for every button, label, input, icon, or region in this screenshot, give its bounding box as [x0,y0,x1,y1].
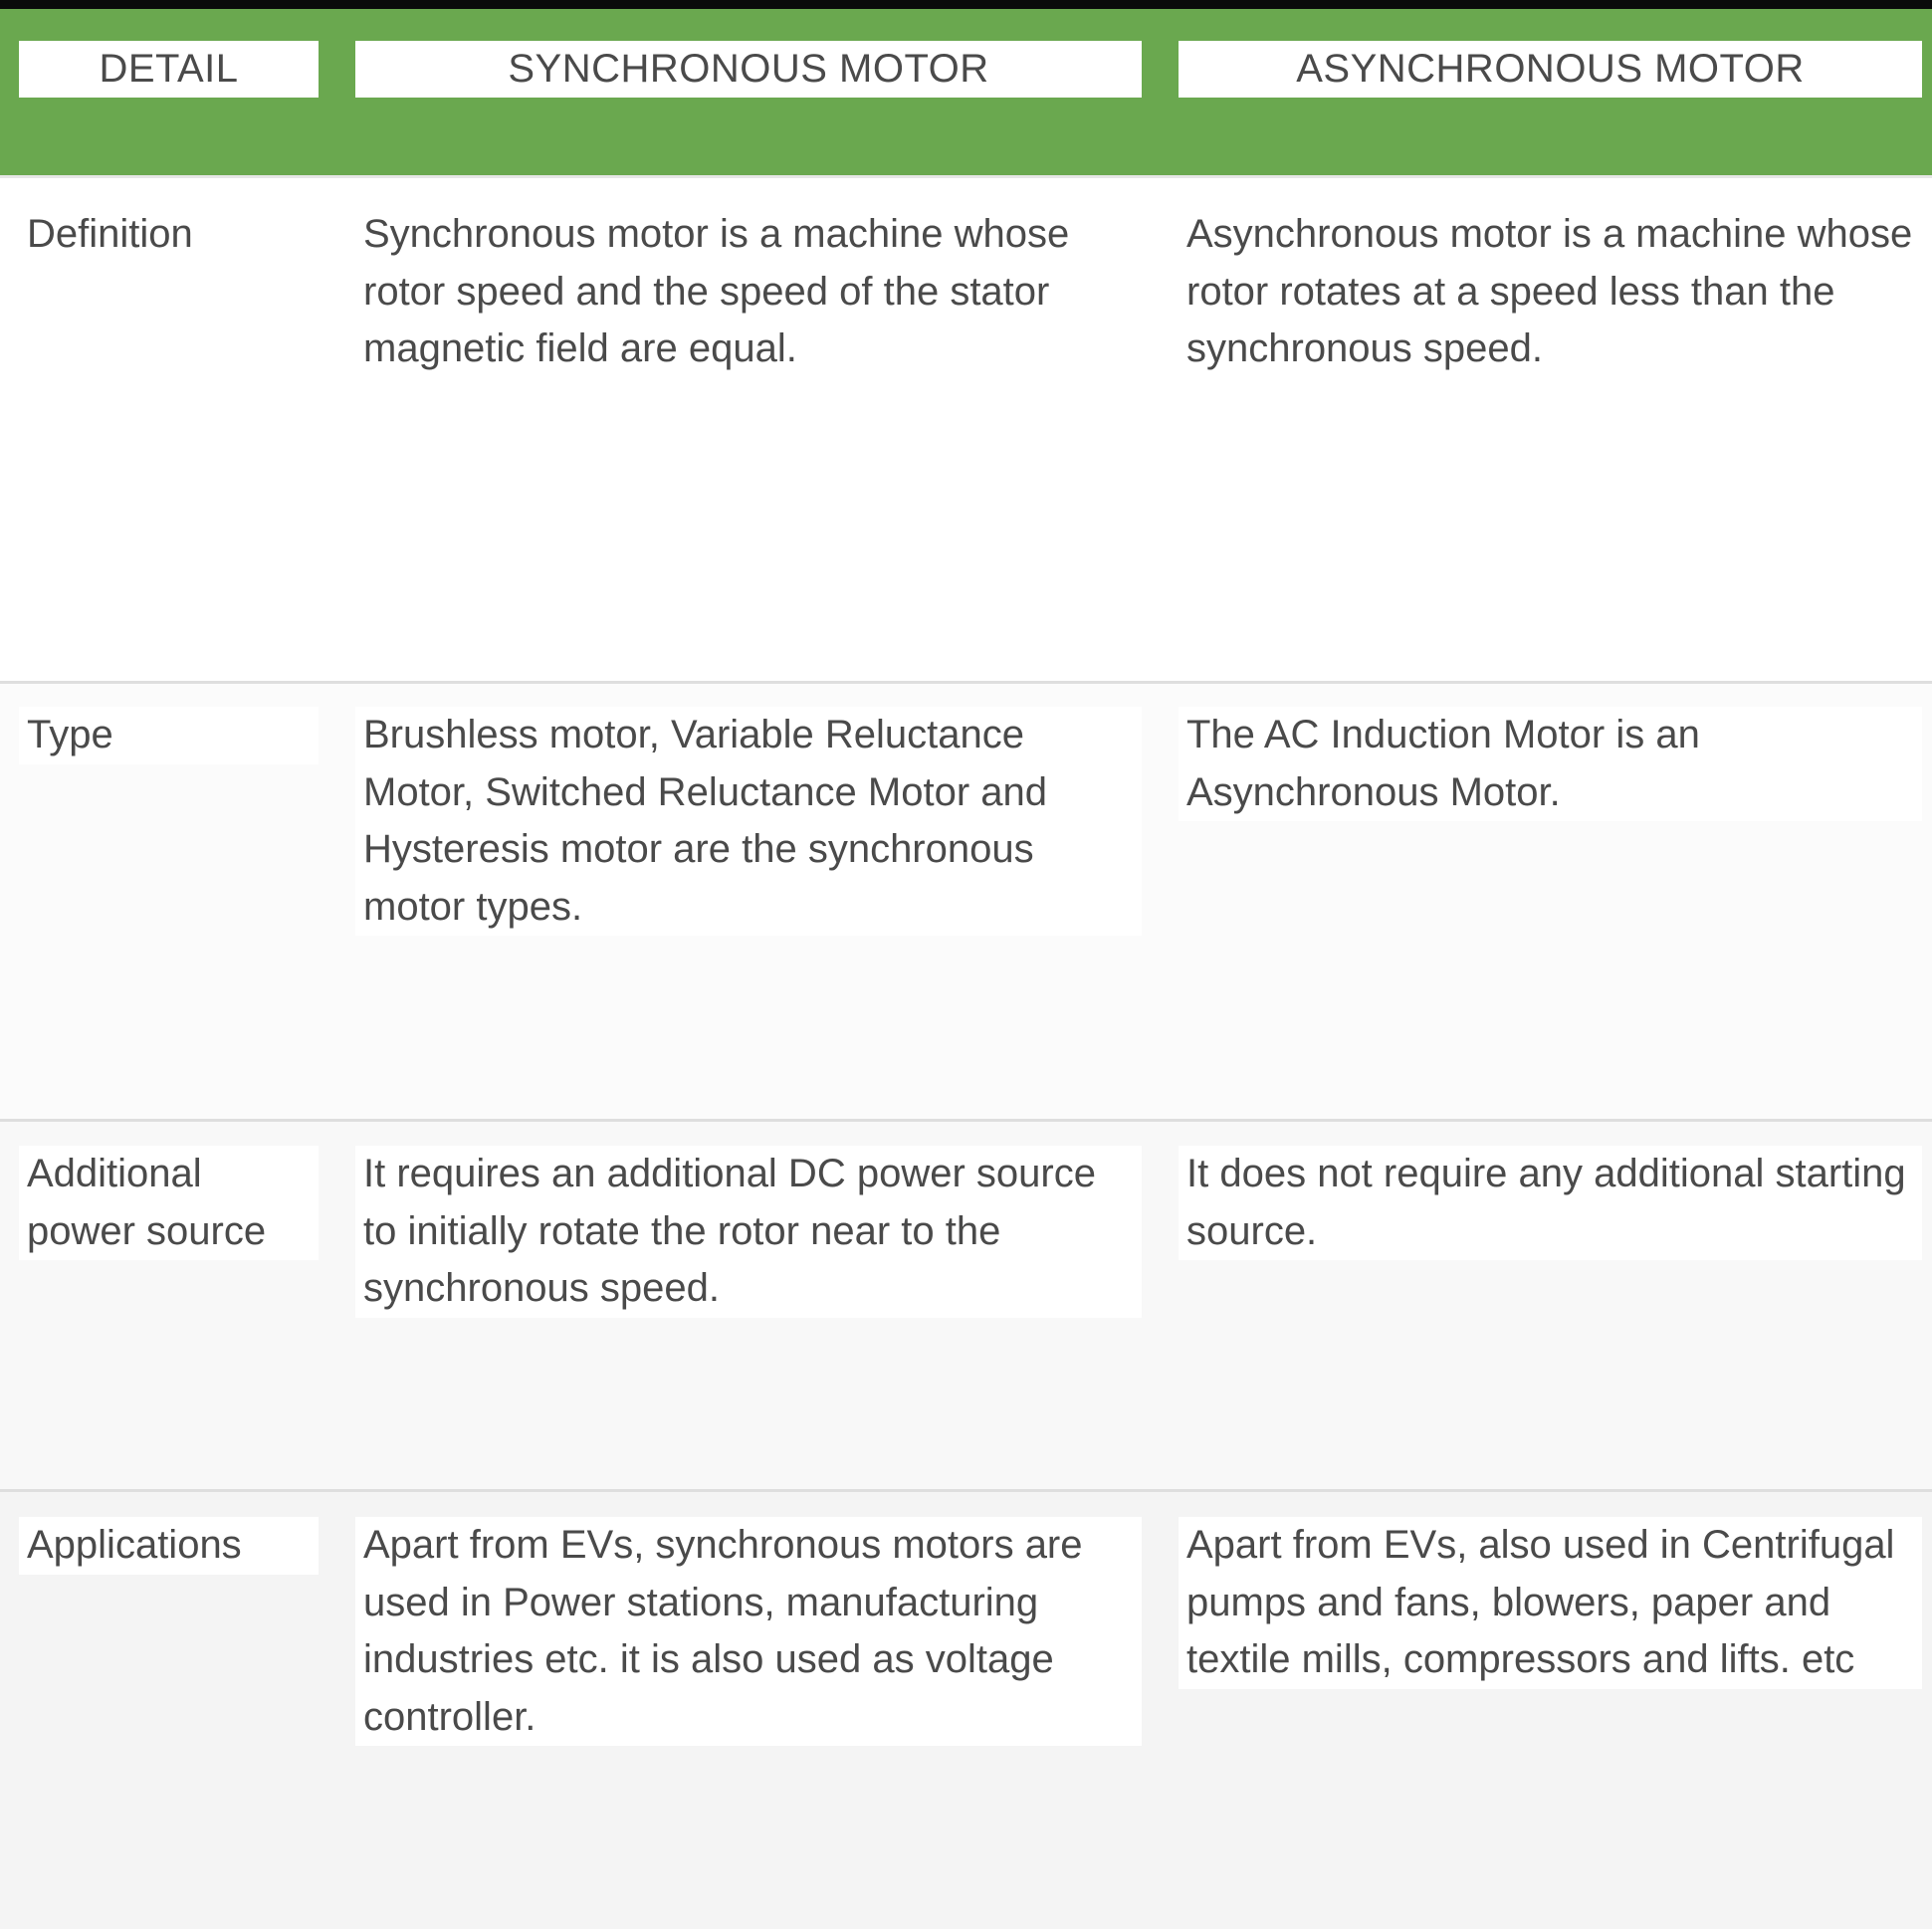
table-row [0,684,1932,1122]
cell-synchronous: Synchronous motor is a machine whose rotor speed and the speed of the stator magnetic field are equal. [355,206,1142,378]
cell-asynchronous: Asynchronous motor is a machine whose rotor rotates at a speed less than the synchronous speed. [1179,206,1922,378]
cell-detail: Definition [19,206,319,264]
cell-asynchronous: Apart from EVs, also used in Centrifugal pumps and fans, blowers, paper and textile mills, compressors and lifts. etc [1179,1517,1922,1689]
cell-synchronous: It requires an additional DC power source to initially rotate the rotor near to the synchronous speed. [355,1146,1142,1318]
cell-detail: Additional power source [19,1146,319,1260]
cell-synchronous: Apart from EVs, synchronous motors are used in Power stations, manufacturing industries etc. it is also used as voltage controller. [355,1517,1142,1746]
top-bar [0,0,1932,9]
cell-synchronous: Brushless motor, Variable Reluctance Motor, Switched Reluctance Motor and Hysteresis motor are the synchronous motor types. [355,707,1142,936]
cell-detail: Type [19,707,319,764]
cell-asynchronous: It does not require any additional starting source. [1179,1146,1922,1260]
table-header [0,9,1932,178]
header-asynchronous-motor: ASYNCHRONOUS MOTOR [1179,41,1922,98]
table-row [0,1492,1932,1929]
cell-asynchronous: The AC Induction Motor is an Asynchronous Motor. [1179,707,1922,821]
table-row [0,1122,1932,1492]
header-synchronous-motor: SYNCHRONOUS MOTOR [355,41,1142,98]
table-row [0,178,1932,684]
header-detail: DETAIL [19,41,319,98]
cell-detail: Applications [19,1517,319,1575]
